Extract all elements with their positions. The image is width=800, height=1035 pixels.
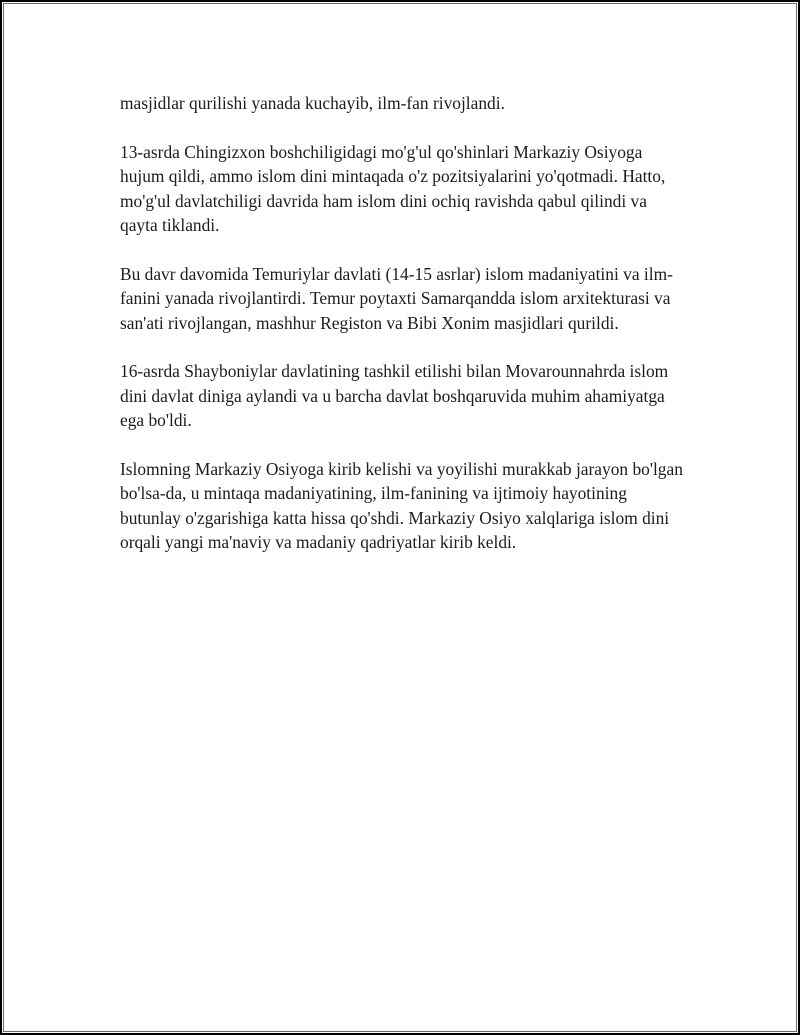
paragraph: 16-asrda Shayboniylar davlatining tashkil etilishi bilan Movarounnahrda islom dini davlat diniga aylandi va u barcha davlat boshqaruvida muhim ahamiyatga ega bo'ldi. bbox=[120, 361, 669, 431]
paragraph: masjidlar qurilishi yanada kuchayib, ilm-fan rivojlandi. bbox=[120, 93, 505, 113]
document-body bbox=[120, 91, 686, 579]
paragraph: Bu davr davomida Temuriylar davlati (14-15 asrlar) islom madaniyatini va ilm-fanini yanada rivojlantirdi. Temur poytaxti Samarqandda islom arxitekturasi va san'ati rivojlangan, mashhur Registon va Bibi Xonim masjidlari qurildi. bbox=[120, 263, 673, 333]
paragraph: 13-asrda Chingizxon boshchiligidagi mo'g'ul qo'shinlari Markaziy Osiyoga hujum qildi, ammo islom dini mintaqada o'z pozitsiyalarini yo'qotmadi. Hatto, mo'g'ul davlatchiligi davrida ham islom dini ochiq ravishda qabul qilindi va qayta tiklandi. bbox=[120, 141, 666, 236]
paragraph: Islomning Markaziy Osiyoga kirib kelishi va yoyilishi murakkab jarayon bo'lgan bo'lsa-da, u mintaqa madaniyatining, ilm-fanining va ijtimoiy hayotining butunlay o'zgarishiga katta hissa qo'shdi. Markaziy Osiyo xalqlariga islom dini orqali yangi ma'naviy va madaniy qadriyatlar kirib keldi. bbox=[120, 459, 683, 553]
